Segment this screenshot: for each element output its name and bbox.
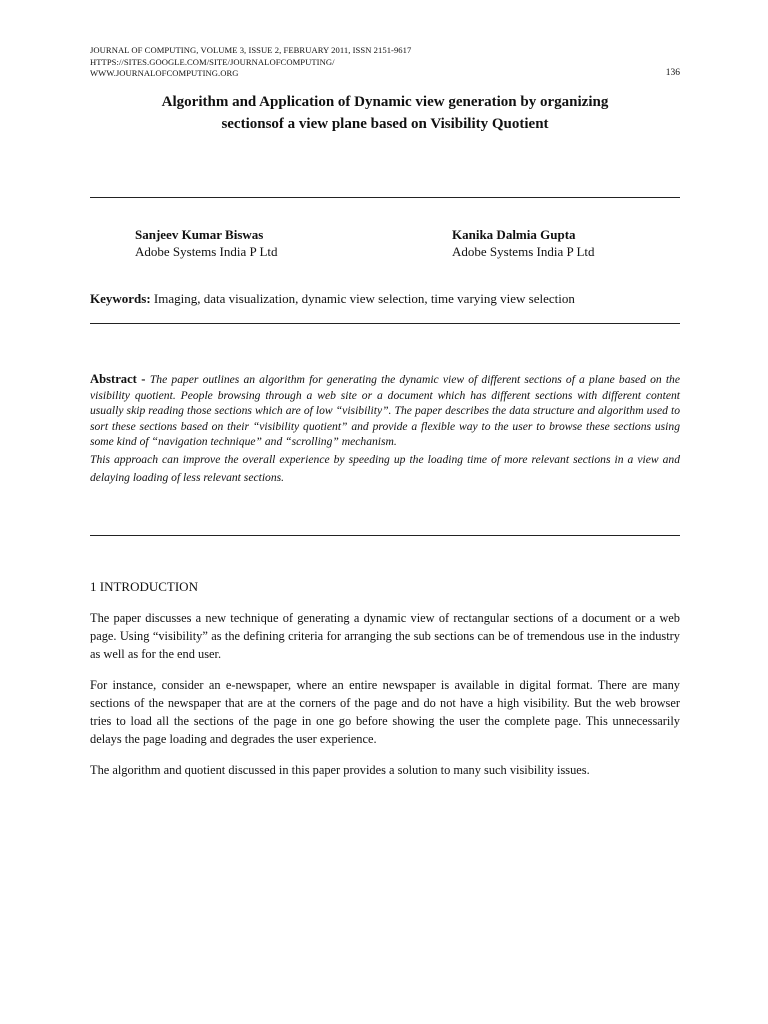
abstract-label: Abstract - <box>90 372 150 386</box>
title-line-2: sectionsof a view plane based on Visibility Quotient <box>221 116 549 132</box>
author-name: Sanjeev Kumar Biswas <box>135 227 264 242</box>
author-affiliation: Adobe Systems India P Ltd <box>135 244 278 259</box>
page-number: 136 <box>665 68 680 78</box>
title-line-1: Algorithm and Application of Dynamic view generation by organizing <box>161 94 609 110</box>
author-2 <box>452 226 595 260</box>
journal-line: JOURNAL OF COMPUTING, VOLUME 3, ISSUE 2, FEBRUARY 2011, ISSN 2151-9617 <box>90 45 412 55</box>
keywords-label: Keywords: <box>90 291 151 306</box>
keywords-text: Imaging, data visualization, dynamic view selection, time varying view selection <box>150 291 575 306</box>
divider-title <box>90 197 680 198</box>
paragraph: The paper discusses a new technique of generating a dynamic view of rectangular sections of a document or a web page. Using “visibility” as the defining criteria for arranging the sub sections can be of tremendous use in the industry as well as for the end user. <box>90 611 680 661</box>
paragraph: The algorithm and quotient discussed in this paper provides a solution to many such visibility issues. <box>90 763 590 777</box>
running-header <box>90 45 680 80</box>
introduction-body <box>90 609 680 792</box>
abstract <box>90 372 680 487</box>
website-line: WWW.JOURNALOFCOMPUTING.ORG <box>90 68 239 78</box>
author-1 <box>135 226 278 260</box>
author-affiliation: Adobe Systems India P Ltd <box>452 244 595 259</box>
url-line: HTTPS://SITES.GOOGLE.COM/SITE/JOURNALOFCOMPUTING/ <box>90 56 335 67</box>
abstract-paragraph-2: This approach can improve the overall experience by speeding up the loading time of more relevant sections in a view and delaying loading of less relevant sections. <box>90 452 680 484</box>
paragraph: For instance, consider an e-newspaper, where an entire newspaper is available in digital format. There are many sections of the newspaper that are at the corners of the page and do not have a high visibility. But the web browser tries to load all the sections of the page in one go before showing the user the complete page. This unnecessarily delays the page loading and degrades the user experience. <box>90 678 680 746</box>
author-name: Kanika Dalmia Gupta <box>452 227 576 242</box>
paper-title <box>90 91 680 135</box>
divider-abstract <box>90 535 680 536</box>
keywords <box>90 290 680 307</box>
abstract-paragraph-1: The paper outlines an algorithm for generating the dynamic view of different sections of a plane based on the visibility quotient. People browsing through a web site or a document which has different sections with different content usually skip reading those sections which are of low “visibility”. The paper describes the data structure and algorithm used to sort these sections based on their “visibility quotient” and provide a flexible way to the user to browse these sections using some kind of “navigation technique” and “scrolling” mechanism. <box>90 373 680 449</box>
section-heading: 1 INTRODUCTION <box>90 579 198 594</box>
divider-keywords <box>90 323 680 324</box>
